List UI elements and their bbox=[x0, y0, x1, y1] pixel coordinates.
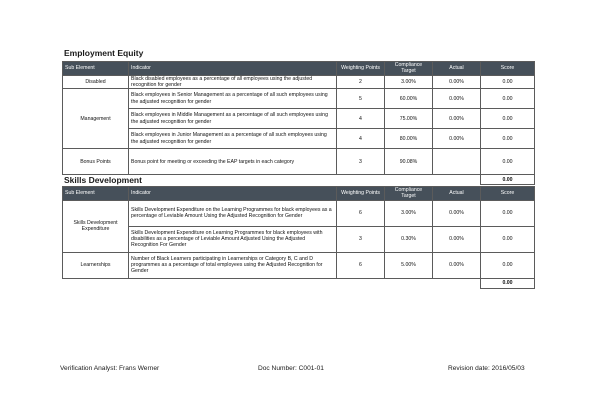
indicator-cell: Skills Development Expenditure on the Learning Programmes for black employees as a percentage of Leviable Amount Using the Adjusted Recognition for Gender bbox=[129, 200, 337, 226]
sub-element-cell: Disabled bbox=[63, 75, 129, 89]
indicator-cell: Black disabled employees as a percentage of all employees using the adjusted recognition for gender bbox=[129, 75, 337, 89]
header-compliance-target: Compliance Target bbox=[385, 187, 433, 201]
target-cell: 5.00% bbox=[385, 252, 433, 278]
actual-cell: 0.00% bbox=[433, 75, 481, 89]
revision-date: Revision date: 2016/05/03 bbox=[448, 365, 525, 372]
points-cell: 6 bbox=[337, 200, 385, 226]
actual-cell: 0.00% bbox=[433, 252, 481, 278]
actual-cell: 0.00% bbox=[433, 109, 481, 129]
score-cell: 0.00 bbox=[481, 89, 535, 109]
points-cell: 4 bbox=[337, 129, 385, 149]
header-score: Score bbox=[481, 62, 535, 76]
skills-development-table bbox=[62, 186, 535, 289]
target-cell: 80.00% bbox=[385, 129, 433, 149]
table-row bbox=[63, 226, 535, 252]
table-row bbox=[63, 109, 535, 129]
header-sub-element: Sub Element bbox=[63, 62, 129, 76]
target-cell: 90.08% bbox=[385, 149, 433, 175]
header-actual: Actual bbox=[433, 187, 481, 201]
actual-cell: 0.00% bbox=[433, 129, 481, 149]
sub-element-cell: Bonus Points bbox=[63, 149, 129, 175]
score-cell: 0.00 bbox=[481, 75, 535, 89]
total-score-cell: 0.00 bbox=[481, 175, 535, 185]
score-cell: 0.00 bbox=[481, 149, 535, 175]
table-row bbox=[63, 252, 535, 278]
score-cell: 0.00 bbox=[481, 129, 535, 149]
target-cell: 3.00% bbox=[385, 200, 433, 226]
points-cell: 6 bbox=[337, 252, 385, 278]
points-cell: 2 bbox=[337, 75, 385, 89]
target-cell: 75.00% bbox=[385, 109, 433, 129]
score-cell: 0.00 bbox=[481, 252, 535, 278]
sub-element-cell: Skills Development Expenditure bbox=[63, 200, 129, 252]
sub-element-cell: Management bbox=[63, 89, 129, 149]
header-indicator: Indicator bbox=[129, 62, 337, 76]
score-cell: 0.00 bbox=[481, 109, 535, 129]
table-row bbox=[63, 75, 535, 89]
table-row bbox=[63, 89, 535, 109]
header-weighting-points: Weighting Points bbox=[337, 187, 385, 201]
points-cell: 4 bbox=[337, 109, 385, 129]
points-cell: 3 bbox=[337, 149, 385, 175]
header-compliance-target: Compliance Target bbox=[385, 62, 433, 76]
target-cell: 0.30% bbox=[385, 226, 433, 252]
indicator-cell: Skills Development Expenditure on Learning Programmes for black employees with disabilities as a percentage of Leviable Amount Adjusted Using the Adjusted Recognition For Gender bbox=[129, 226, 337, 252]
skills-development-title: Skills Development bbox=[64, 175, 142, 185]
score-cell: 0.00 bbox=[481, 226, 535, 252]
doc-number: Doc Number: C001-01 bbox=[258, 365, 324, 372]
table-header-row bbox=[63, 187, 535, 201]
actual-cell: 0.00% bbox=[433, 226, 481, 252]
header-sub-element: Sub Element bbox=[63, 187, 129, 201]
actual-cell bbox=[433, 149, 481, 175]
actual-cell: 0.00% bbox=[433, 89, 481, 109]
table-header-row bbox=[63, 62, 535, 76]
target-cell: 60.00% bbox=[385, 89, 433, 109]
employment-equity-title: Employment Equity bbox=[64, 48, 144, 58]
sub-element-cell: Learnerships bbox=[63, 252, 129, 278]
header-weighting-points: Weighting Points bbox=[337, 62, 385, 76]
points-cell: 3 bbox=[337, 226, 385, 252]
header-indicator: Indicator bbox=[129, 187, 337, 201]
table-row bbox=[63, 149, 535, 175]
indicator-cell: Black employees in Junior Management as a percentage of all such employees using the adjusted recognition for gender bbox=[129, 129, 337, 149]
indicator-cell: Black employees in Middle Management as a percentage of all such employees using the adjusted recognition for gender bbox=[129, 109, 337, 129]
score-cell: 0.00 bbox=[481, 200, 535, 226]
total-row bbox=[63, 278, 535, 288]
header-score: Score bbox=[481, 187, 535, 201]
table-row bbox=[63, 200, 535, 226]
actual-cell: 0.00% bbox=[433, 200, 481, 226]
table-row bbox=[63, 129, 535, 149]
target-cell: 3.00% bbox=[385, 75, 433, 89]
header-actual: Actual bbox=[433, 62, 481, 76]
total-score-cell: 0.00 bbox=[481, 278, 535, 288]
points-cell: 5 bbox=[337, 89, 385, 109]
employment-equity-table bbox=[62, 61, 535, 185]
indicator-cell: Bonus point for meeting or exceeding the EAP targets in each category bbox=[129, 149, 337, 175]
indicator-cell: Black employees in Senior Management as a percentage of all such employees using the adjusted recognition for gender bbox=[129, 89, 337, 109]
indicator-cell: Number of Black Learners participating in Learnerships or Category B, C and D programmes as a percentage of total employees using the Adjusted Recognition for Gender bbox=[129, 252, 337, 278]
verification-analyst: Verification Analyst: Frans Werner bbox=[60, 365, 160, 372]
